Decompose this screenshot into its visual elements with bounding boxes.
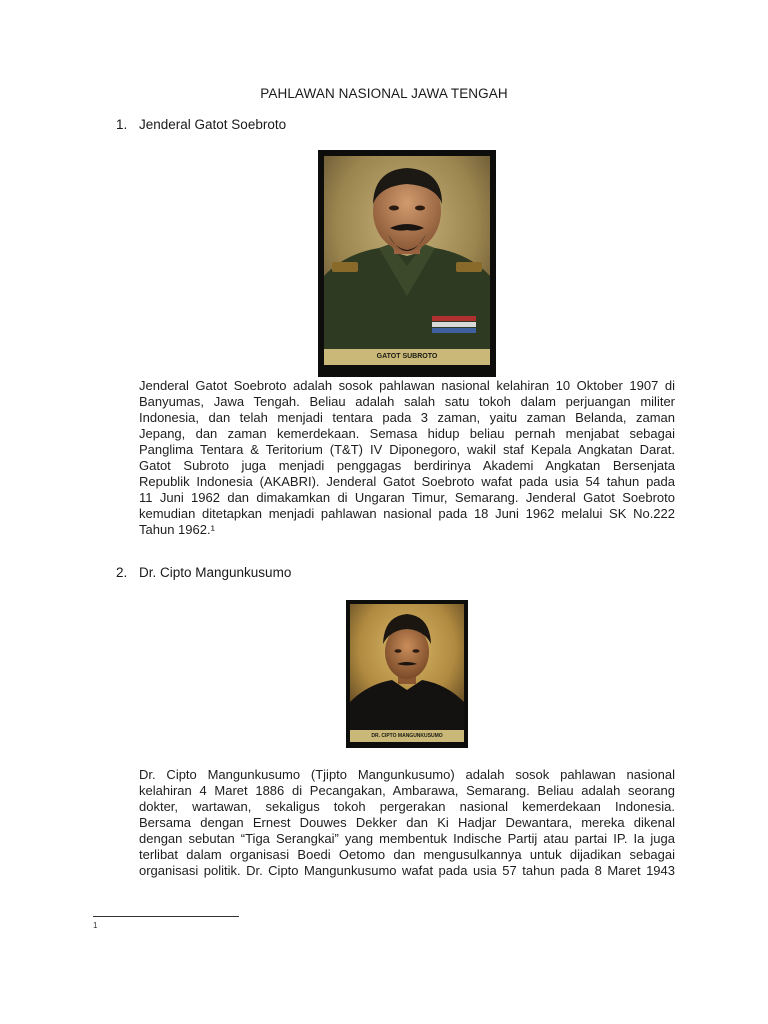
paragraph-line: dengan sebutan “Tiga Serangkai” yang membentuk Indische Partij atau partai IP. Ia juga bbox=[139, 831, 675, 846]
paragraph-line: Dr. Cipto Mangunkusumo (Tjipto Mangunkusumo) adalah sosok pahlawan nasional bbox=[139, 767, 675, 782]
portrait-painting bbox=[324, 156, 490, 349]
paragraph-line: kemudian ditetapkan menjadi pahlawan nasional pada 18 Juni 1962 melalui SK No.222 bbox=[139, 506, 675, 521]
footnote-marker: 1 bbox=[93, 921, 98, 930]
paragraph-line: Panglima Tentara & Teritorium (T&T) IV Diponegoro, wakil staf Kepala Angkatan Darat. bbox=[139, 442, 675, 457]
paragraph-line: Bersama dengan Ernest Douwes Dekker dan Ki Hadjar Dewantara, mereka dikenal bbox=[139, 815, 675, 830]
paragraph-line: terlibat dalam organisasi Boedi Oetomo dan mengusulkannya untuk dijadikan sebagai bbox=[139, 847, 675, 862]
paragraph-line: Tahun 1962.¹ bbox=[139, 522, 215, 537]
section-title: Dr. Cipto Mangunkusumo bbox=[139, 565, 292, 580]
paragraph-line: kelahiran 4 Maret 1886 di Pecangakan, Ambarawa, Semarang. Beliau adalah seorang bbox=[139, 783, 675, 798]
section-number: 2. bbox=[116, 565, 128, 580]
portrait-caption: DR. CIPTO MANGUNKUSUMO bbox=[350, 730, 464, 742]
section-title: Jenderal Gatot Soebroto bbox=[139, 117, 287, 132]
paragraph-line: Banyumas, Jawa Tengah. Beliau adalah salah satu tokoh dalam perjuangan militer bbox=[139, 394, 675, 409]
paragraph-line: Republik Indonesia (AKABRI). Jenderal Gatot Soebroto wafat pada usia 54 tahun pada bbox=[139, 474, 675, 489]
paragraph-line: 11 Juni 1962 dan dimakamkan di Ungaran Timur, Semarang. Jenderal Gatot Soebroto bbox=[139, 490, 675, 505]
portrait-caption: GATOT SUBROTO bbox=[324, 349, 490, 365]
section-heading-1 bbox=[116, 117, 286, 132]
page-title: PAHLAWAN NASIONAL JAWA TENGAH bbox=[260, 86, 508, 101]
portrait-gatot-soebroto bbox=[318, 150, 496, 377]
portrait-illustration bbox=[324, 156, 490, 349]
paragraph-line: Indonesia, dan telah menjadi tentara pada 3 zaman, yaitu zaman Belanda, zaman bbox=[139, 410, 675, 425]
paragraph-line: Gatot Subroto juga menjadi penggagas berdirinya Akademi Angkatan Bersenjata bbox=[139, 458, 675, 473]
paragraph-line: dokter, wartawan, sekaligus tokoh pergerakan nasional kemerdekaan Indonesia. bbox=[139, 799, 675, 814]
section-heading-2 bbox=[116, 565, 291, 580]
footnote-separator bbox=[93, 916, 239, 917]
section-paragraph-2 bbox=[139, 767, 675, 879]
section-number: 1. bbox=[116, 117, 128, 132]
section-paragraph-1 bbox=[139, 378, 675, 538]
portrait-illustration bbox=[350, 604, 464, 730]
paragraph-line: Jepang, dan zaman kemerdekaan. Semasa hidup beliau pernah menjabat sebagai bbox=[139, 426, 675, 441]
paragraph-line: organisasi politik. Dr. Cipto Mangunkusumo wafat pada usia 57 tahun pada 8 Maret 1943 bbox=[139, 863, 675, 878]
paragraph-line: Jenderal Gatot Soebroto adalah sosok pahlawan nasional kelahiran 10 Oktober 1907 di bbox=[139, 378, 675, 393]
portrait-cipto-mangunkusumo bbox=[346, 600, 468, 748]
portrait-painting bbox=[350, 604, 464, 730]
